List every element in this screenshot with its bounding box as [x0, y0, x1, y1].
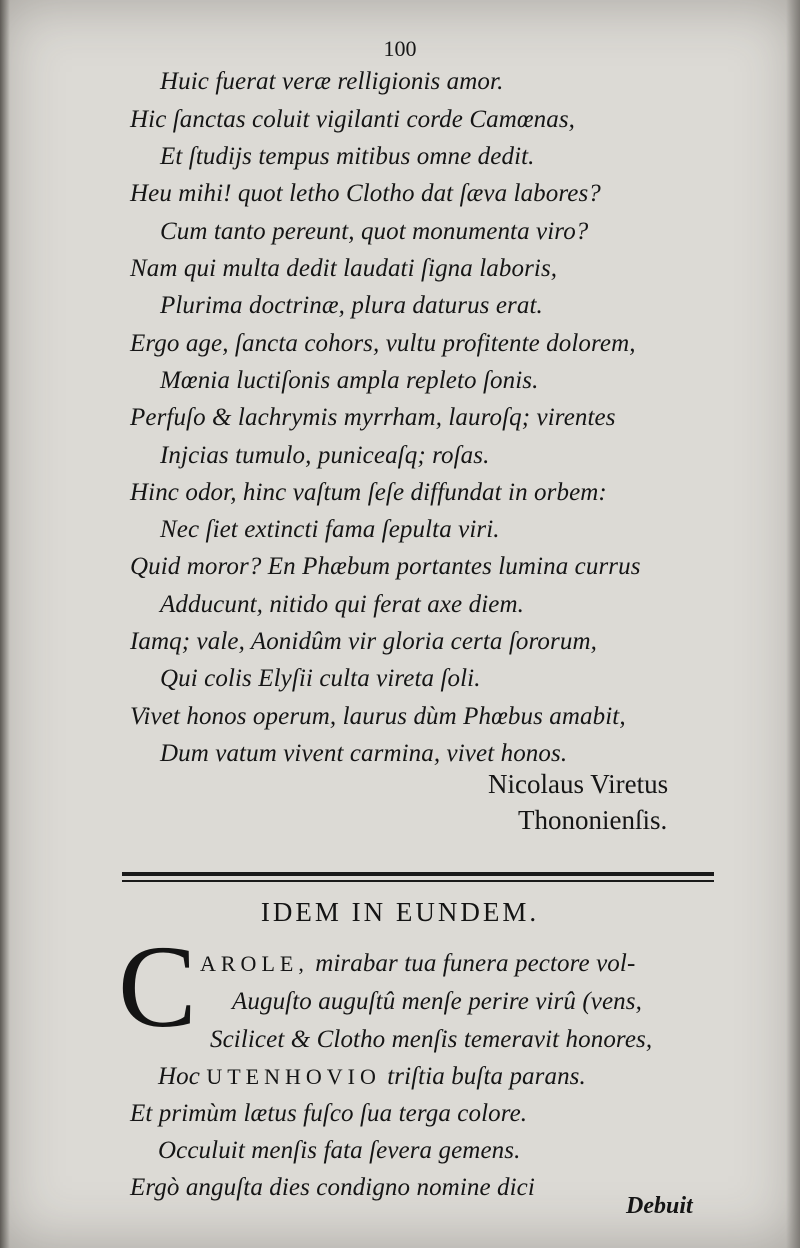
- poem-line: Et ſtudijs tempus mitibus omne dedit.: [160, 143, 535, 170]
- poem2-line-6: Occuluit menſis fata ſevera gemens.: [158, 1137, 521, 1164]
- poem-line: Iamq; vale, Aonidûm vir gloria certa ſororum,: [130, 628, 597, 655]
- page-number: 100: [383, 36, 417, 61]
- poem-line: Hic ſanctas coluit vigilanti corde Camœnas,: [130, 106, 575, 133]
- line1-text: mirabar tua funera pectore vol-: [315, 950, 636, 977]
- rule-thin: [122, 880, 714, 882]
- rule-thick: [122, 872, 714, 876]
- poem-line: Injcias tumulo, puniceaſq; roſas.: [160, 442, 490, 469]
- poem-line: Dum vatum vivent carmina, vivet honos.: [160, 740, 568, 767]
- poem-line: Vivet honos operum, laurus dùm Phœbus amabit,: [130, 703, 626, 730]
- poem-line: Mœnia luctiſonis ampla repleto ſonis.: [160, 367, 539, 394]
- poem-line: Nec ſiet extincti fama ſepulta viri.: [160, 516, 500, 543]
- poem-line: Heu mihi! quot letho Clotho dat ſæva labores?: [130, 180, 601, 207]
- poem2-line-5: Et primùm lætus fuſco ſua terga colore.: [130, 1100, 528, 1127]
- line4-pre: Hoc: [158, 1063, 200, 1090]
- page-gutter-shadow: [0, 0, 10, 1248]
- line4-text: triſtia buſta parans.: [387, 1063, 586, 1090]
- poem-line: Plurima doctrinæ, plura daturus erat.: [160, 292, 543, 319]
- line1-smallcaps: AROLE,: [200, 951, 309, 976]
- section-heading: IDEM IN EUNDEM.: [260, 897, 540, 927]
- page-edge-shadow: [786, 0, 800, 1248]
- poem-line: Nam qui multa dedit laudati ſigna laboris,: [130, 255, 558, 282]
- poem2-line-1: [200, 950, 635, 978]
- line4-smallcaps: UTENHOVIO: [206, 1064, 381, 1089]
- poem-line: Qui colis Elyſii culta vireta ſoli.: [160, 665, 481, 692]
- poem-line: Cum tanto pereunt, quot monumenta viro?: [160, 218, 589, 245]
- signature-origin: Thononienſis.: [518, 805, 668, 835]
- poem-line: Adducunt, nitido qui ferat axe diem.: [160, 591, 524, 618]
- poem2-line-7: Ergò anguſta dies condigno nomine dici: [130, 1174, 535, 1201]
- signature-name: Nicolaus Viretus: [488, 769, 669, 799]
- drop-cap: C: [118, 921, 197, 1052]
- catchword: Debuit: [626, 1193, 693, 1219]
- poem-line: Ergo age, ſancta cohors, vultu profitente dolorem,: [130, 330, 636, 357]
- poem2-line-4: [158, 1063, 586, 1091]
- poem-line: Huic fuerat veræ relligionis amor.: [160, 68, 504, 95]
- poem2-line-2: Auguſto auguſtû menſe perire virû (vens,: [232, 988, 642, 1015]
- poem2-line-3: Scilicet & Clotho menſis temeravit honores,: [210, 1026, 653, 1053]
- poem-line: Hinc odor, hinc vaſtum ſeſe diffundat in orbem:: [130, 479, 607, 506]
- poem-line: Quid moror? En Phæbum portantes lumina currus: [130, 553, 641, 580]
- poem-line: Perfuſo & lachrymis myrrham, lauroſq; virentes: [130, 404, 616, 431]
